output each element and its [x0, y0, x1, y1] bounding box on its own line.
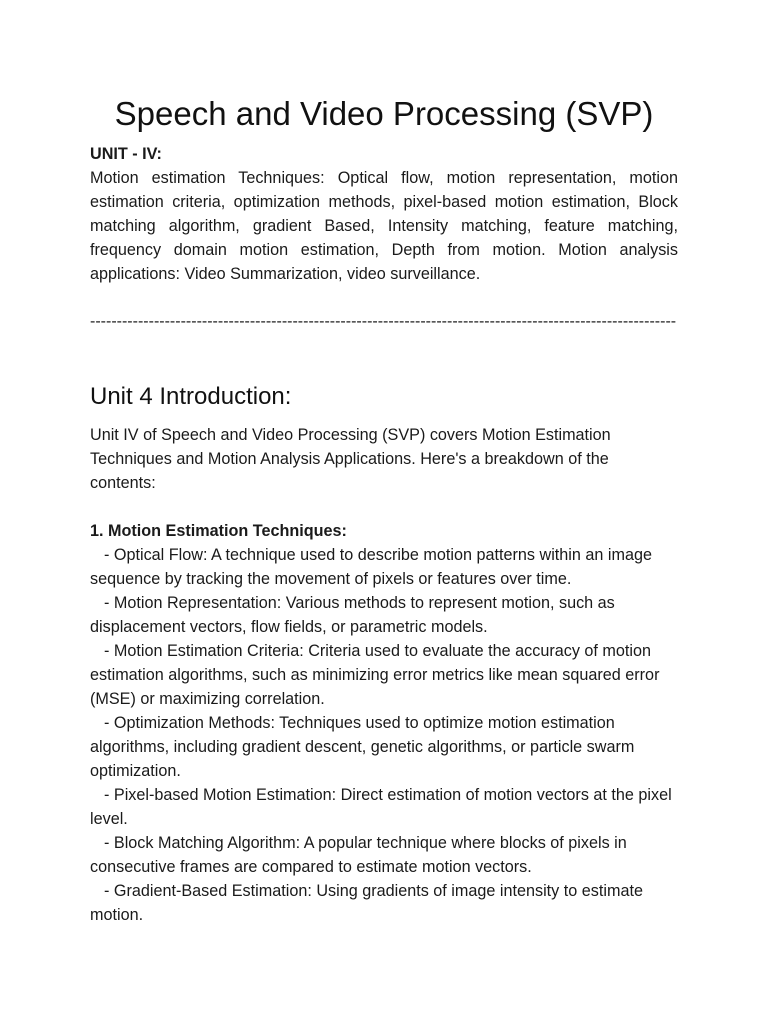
item-text: Pixel-based Motion Estimation: Direct estimation of motion vectors at the pixel level. [90, 786, 672, 828]
item-dash: - [104, 834, 114, 852]
list-item [90, 879, 678, 927]
item-dash: - [104, 594, 114, 612]
document-title: Speech and Video Processing (SVP) [114, 95, 654, 132]
list-item [90, 783, 678, 831]
item-text: Optimization Methods: Techniques used to optimize motion estimation algorithms, including gradient descent, genetic algorithms, or particle swarm optimization. [90, 714, 635, 780]
dashed-divider: -------------------------------------------------------------------------------------------------------------- [90, 313, 677, 330]
item-dash: - [104, 642, 114, 660]
subsection-motion-estimation [90, 519, 678, 927]
item-dash: - [104, 882, 114, 900]
item-dash: - [104, 786, 114, 804]
item-text: Motion Representation: Various methods to represent motion, such as displacement vectors, flow fields, or parametric models. [90, 594, 615, 636]
section-heading: Unit 4 Introduction: [90, 383, 292, 410]
list-item [90, 543, 678, 591]
item-dash: - [104, 546, 114, 564]
unit-description: Motion estimation Techniques: Optical flow, motion representation, motion estimation criteria, optimization methods, pixel-based motion estimation, Block matching algorithm, gradient Based, Intensity matching, feature matching, frequency domain motion estimation, Depth from motion. Motion analysis applications: Video Summarization, video surveillance. [90, 169, 678, 283]
item-text: Motion Estimation Criteria: Criteria used to evaluate the accuracy of motion estimation algorithms, such as minimizing error metrics like mean squared error (MSE) or maximizing correlation. [90, 642, 660, 708]
list-item [90, 639, 678, 711]
unit-block [90, 142, 678, 286]
document-page [90, 0, 678, 1024]
list-item [90, 711, 678, 783]
item-dash: - [104, 714, 114, 732]
unit-label: UNIT - IV: [90, 145, 162, 163]
list-item [90, 831, 678, 879]
intro-paragraph: Unit IV of Speech and Video Processing (SVP) covers Motion Estimation Techniques and Motion Analysis Applications. Here's a breakdown of the contents: [90, 426, 611, 492]
item-text: Block Matching Algorithm: A popular technique where blocks of pixels in consecutive frames are compared to estimate motion vectors. [90, 834, 627, 876]
subsection-heading: 1. Motion Estimation Techniques: [90, 522, 347, 540]
item-text: Optical Flow: A technique used to describe motion patterns within an image sequence by tracking the movement of pixels or features over time. [90, 546, 652, 588]
list-item [90, 591, 678, 639]
item-text: Gradient-Based Estimation: Using gradients of image intensity to estimate motion. [90, 882, 643, 924]
